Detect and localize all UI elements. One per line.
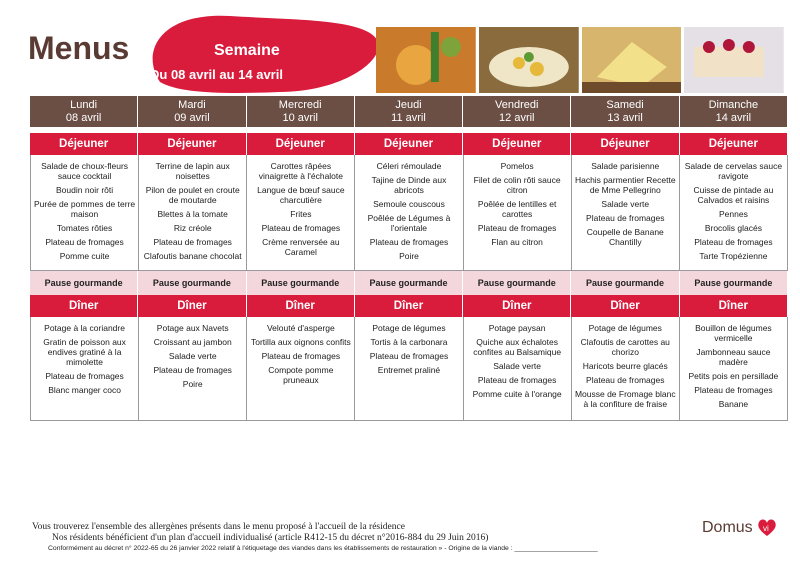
food-photo-3	[582, 27, 682, 93]
menu-item: Compote pomme pruneaux	[268, 365, 334, 385]
menu-item: Entremet praliné	[377, 365, 441, 375]
menu-item: Plateau de fromages	[369, 351, 449, 361]
diner-menu-6	[680, 317, 788, 421]
menu-item: Mousse de Fromage blanc à la confiture de fraise	[574, 389, 676, 409]
day-name: Mardi	[178, 99, 206, 111]
menu-item: Plateau de fromages	[261, 223, 341, 233]
dejeuner-label: Déjeuner	[247, 133, 355, 155]
dejeuner-label: Déjeuner	[355, 133, 463, 155]
menu-item: Potage aux Navets	[156, 323, 229, 333]
menu-item: Pomme cuite à l'orange	[472, 389, 562, 399]
day-date: 08 avril	[65, 112, 102, 124]
menu-item: Purée de pommes de terre maison	[34, 199, 136, 219]
food-photo-4	[684, 27, 784, 93]
menu-item: Gratin de poisson aux endives gratiné à la mimolette	[43, 337, 126, 367]
pause-label: Pause gourmande	[30, 271, 138, 295]
day-date: 12 avril	[499, 112, 535, 124]
menu-item: Haricots beurre glacés	[582, 361, 668, 371]
menu-item: Salade de choux-fleurs sauce cocktail	[41, 161, 129, 181]
day-header-6	[680, 96, 788, 127]
menu-item: Frites	[290, 209, 312, 219]
menu-item: Plateau de fromages	[45, 237, 124, 247]
menu-item: Croissant au jambon	[153, 337, 232, 347]
menu-item: Poire	[399, 251, 419, 261]
menu-item: Jambonneau sauce madère	[696, 347, 771, 367]
menu-item: Pomelos	[500, 161, 534, 171]
day-name: Mercredi	[278, 99, 322, 111]
menu-item: Carottes râpées vinaigrette à l'échalote	[258, 161, 344, 181]
diner-band	[30, 295, 788, 317]
day-date: 09 avril	[174, 112, 210, 124]
menu-item: Velouté d'asperge	[266, 323, 335, 333]
diner-menu-0	[30, 317, 139, 421]
menu-item: Plateau de fromages	[586, 213, 665, 223]
diner-menu-2	[247, 317, 355, 421]
diner-label: Dîner	[571, 295, 679, 317]
decree-note: Conformément au décret n° 2022-65 du 26 janvier 2022 relatif à l'étiquetage des viandes dans les établissements de restauration » - Origine de la viande : ______________________	[48, 545, 598, 552]
menu-item: Plateau de fromages	[694, 237, 773, 247]
menu-item: Plateau de fromages	[45, 371, 124, 381]
diner-menu-4	[464, 317, 572, 421]
menu-item: Poêlée de lentilles et carottes	[477, 199, 557, 219]
diner-label: Dîner	[138, 295, 246, 317]
menu-item: Plateau de fromages	[477, 223, 557, 233]
diner-menu-1	[139, 317, 247, 421]
menu-item: Quiche aux échalotes confites au Balsamique	[473, 337, 562, 357]
heart-logo-icon	[757, 518, 777, 538]
menu-item: Cuisse de pintade au Calvados et raisins	[693, 185, 774, 205]
diner-label: Dîner	[680, 295, 788, 317]
menu-item: Potage à la coriandre	[44, 323, 125, 333]
menu-item: Tajine de Dinde aux abricots	[371, 175, 447, 195]
menu-item: Brocolis glacés	[704, 223, 762, 233]
menu-item: Tortis à la carbonara	[370, 337, 448, 347]
pause-label: Pause gourmande	[680, 271, 788, 295]
day-header-5	[571, 96, 679, 127]
day-header-2	[247, 96, 355, 127]
menu-item: Plateau de fromages	[694, 385, 773, 395]
pause-label: Pause gourmande	[138, 271, 246, 295]
diner-label: Dîner	[247, 295, 355, 317]
menu-item: Coupelle de Banane Chantilly	[586, 227, 664, 247]
menu-item: Plateau de fromages	[477, 375, 557, 385]
week-label: Semaine	[214, 42, 280, 59]
pai-note: Nos résidents bénéficient d'un plan d'accueil individualisé (article R412-15 du décret n°2016-884 du 29 Juin 2016)	[52, 533, 489, 543]
menu-item: Plateau de fromages	[261, 351, 341, 361]
date-range: Du 08 avril au 14 avril	[150, 67, 283, 82]
menu-item: Salade parisienne	[591, 161, 660, 171]
menu-item: Boudin noir rôti	[55, 185, 114, 195]
menu-item: Plateau de fromages	[153, 365, 232, 375]
menu-item: Filet de colin rôti sauce citron	[473, 175, 561, 195]
food-photo-1	[376, 27, 476, 93]
menu-item: Salade de cervelas sauce ravigote	[684, 161, 783, 181]
svg-text:vi: vi	[763, 524, 769, 533]
day-header-4	[463, 96, 571, 127]
menu-item: Potage paysan	[488, 323, 546, 333]
diner-label: Dîner	[30, 295, 138, 317]
menu-item: Pennes	[718, 209, 748, 219]
menu-item: Plateau de fromages	[369, 237, 449, 247]
domus-logo	[702, 518, 777, 538]
pause-label: Pause gourmande	[463, 271, 571, 295]
food-photo-2	[479, 27, 579, 93]
dejeuner-label: Déjeuner	[30, 133, 138, 155]
menu-item: Langue de bœuf sauce charcutière	[257, 185, 345, 205]
day-date: 10 avril	[282, 112, 318, 124]
dejeuner-menu-2	[247, 155, 355, 271]
diner-menu-5	[572, 317, 680, 421]
menu-item: Salade verte	[493, 361, 541, 371]
menu-item: Tortilla aux oignons confits	[251, 337, 351, 347]
day-name: Vendredi	[495, 99, 539, 111]
logo-text: Domus	[702, 519, 753, 537]
pause-band	[30, 271, 788, 295]
menu-item: Blanc manger coco	[48, 385, 121, 395]
dejeuner-menus	[30, 155, 788, 271]
menu-item: Poêlée de Légumes à l'orientale	[367, 213, 451, 233]
dejeuner-menu-0	[30, 155, 139, 271]
day-date: 11 avril	[391, 112, 426, 124]
menu-item: Poire	[182, 379, 203, 389]
day-date: 14 avril	[715, 112, 752, 124]
menu-item: Salade verte	[168, 351, 217, 361]
dejeuner-menu-1	[139, 155, 247, 271]
day-header-row	[30, 96, 788, 127]
allergen-note: Vous trouverez l'ensemble des allergènes présents dans le menu proposé à l'accueil de la résidence	[32, 522, 405, 532]
dejeuner-label: Déjeuner	[138, 133, 246, 155]
day-name: Samedi	[606, 99, 644, 111]
pause-label: Pause gourmande	[247, 271, 355, 295]
day-header-3	[355, 96, 463, 127]
menu-item: Plateau de fromages	[586, 375, 665, 385]
page-title: Menus	[28, 30, 130, 66]
dejeuner-menu-5	[572, 155, 680, 271]
menu-item: Pomme cuite	[59, 251, 110, 261]
day-name: Dimanche	[708, 99, 759, 111]
menu-item: Tomates rôties	[56, 223, 113, 233]
menu-item: Crème renversée au Caramel	[262, 237, 340, 257]
menu-item: Céleri rémoulade	[376, 161, 442, 171]
menu-item: Potage de légumes	[588, 323, 662, 333]
diner-menus	[30, 317, 788, 421]
menu-item: Flan au citron	[491, 237, 543, 247]
menu-item: Potage de légumes	[372, 323, 446, 333]
menu-item: Plateau de fromages	[153, 237, 232, 247]
dejeuner-label: Déjeuner	[680, 133, 788, 155]
day-date: 13 avril	[607, 112, 643, 124]
dejeuner-band	[30, 133, 788, 155]
menu-item: Pilon de poulet en croute de moutarde	[145, 185, 240, 205]
day-header-1	[138, 96, 246, 127]
diner-label: Dîner	[355, 295, 463, 317]
menu-item: Clafoutis de carottes au chorizo	[580, 337, 670, 357]
menu-item: Salade verte	[601, 199, 650, 209]
day-header-0	[30, 96, 138, 127]
dejeuner-label: Déjeuner	[463, 133, 571, 155]
menu-item: Riz créole	[173, 223, 212, 233]
menu-item: Tarte Tropézienne	[699, 251, 768, 261]
menu-grid	[30, 96, 788, 421]
menu-item: Hachis parmentier Recette de Mme Pellegrino	[574, 175, 676, 195]
menu-item: Banane	[718, 399, 749, 409]
day-name: Lundi	[70, 99, 98, 111]
day-name: Jeudi	[395, 99, 422, 111]
dejeuner-menu-3	[355, 155, 463, 271]
menu-item: Clafoutis banane chocolat	[143, 251, 242, 261]
menu-item: Petits pois en persillade	[688, 371, 779, 381]
dejeuner-label: Déjeuner	[571, 133, 679, 155]
menu-item: Semoule couscous	[373, 199, 445, 209]
dejeuner-menu-4	[464, 155, 572, 271]
diner-menu-3	[355, 317, 463, 421]
food-photos	[376, 27, 784, 93]
menu-item: Terrine de lapin aux noisettes	[155, 161, 230, 181]
diner-label: Dîner	[463, 295, 571, 317]
pause-label: Pause gourmande	[571, 271, 679, 295]
menu-item: Bouillon de légumes vermicelle	[695, 323, 772, 343]
menu-item: Blettes à la tomate	[157, 209, 228, 219]
pause-label: Pause gourmande	[355, 271, 463, 295]
dejeuner-menu-6	[680, 155, 788, 271]
